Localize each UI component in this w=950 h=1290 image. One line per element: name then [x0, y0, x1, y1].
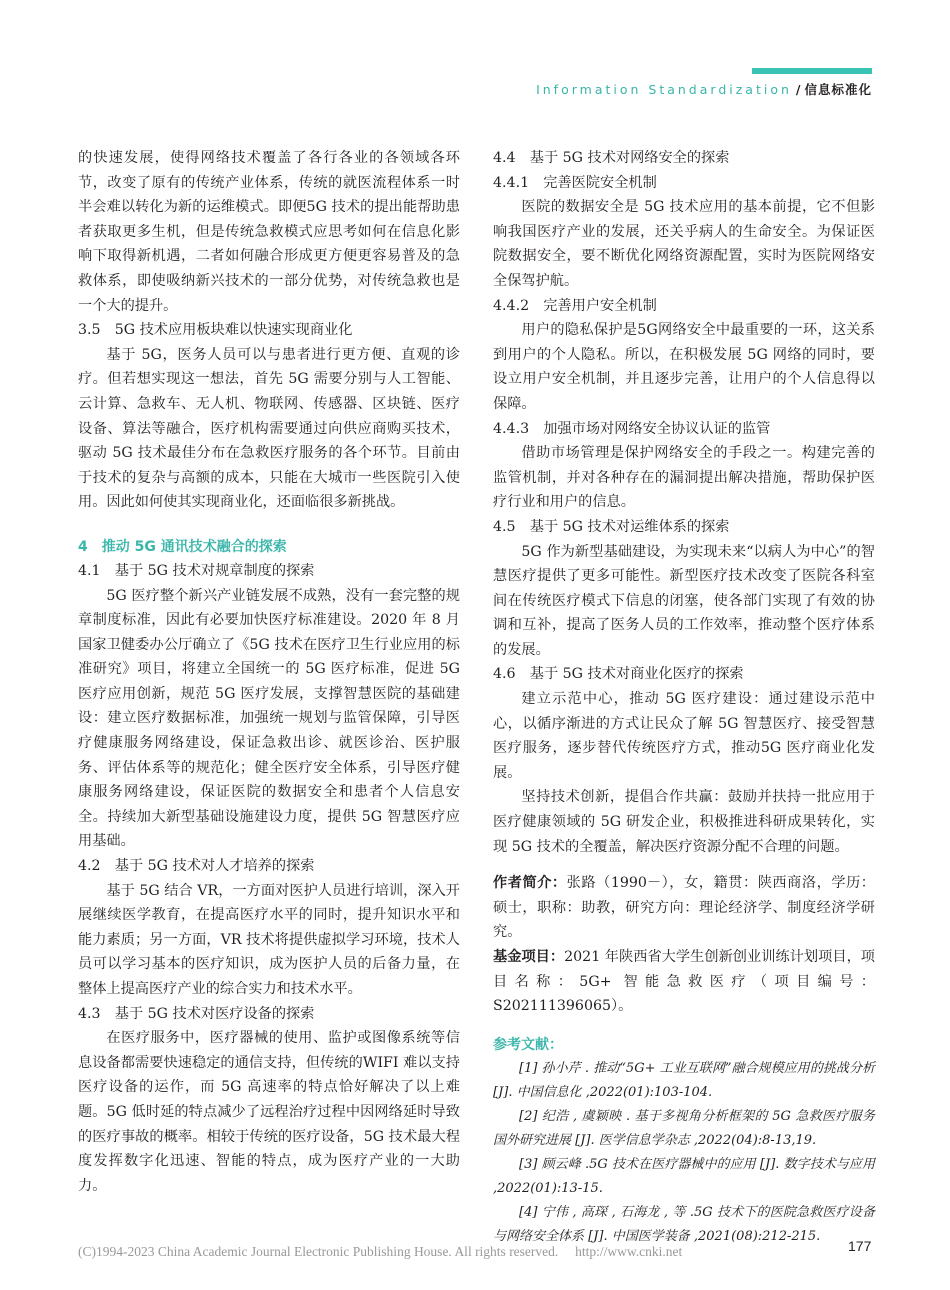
- heading-4-4: 4.4 基于 5G 技术对网络安全的探索: [493, 150, 730, 166]
- heading-4-1: 4.1 基于 5G 技术对规章制度的探索: [78, 562, 315, 579]
- heading-4-3: 4.3 基于 5G 技术对医疗设备的探索: [78, 1005, 315, 1022]
- heading-section-4: 4 推动 5G 通讯技术融合的探索: [78, 538, 287, 555]
- heading-4-4-3: 4.4.3 加强市场对网络安全协议认证的监管: [493, 420, 771, 437]
- fund-text: 2021 年陕西省大学生创新创业训练计划项目，项目名称：5G+ 智能急救医疗（项目编号：S202111396065）。: [493, 949, 875, 1015]
- page-number: 177: [848, 1238, 872, 1254]
- paragraph-4-5: 5G 作为新型基础建设，为实现未来“以病人为中心”的智慧医疗提供了更多可能性。新型医疗技术改变了医院各科室间在传统医疗模式下信息的闭塞，使各部门实现了有效的协调和互补，提高了医务人员的工作效率，推动整个医疗体系的发展。: [493, 543, 875, 658]
- heading-4-2: 4.2 基于 5G 技术对人才培养的探索: [78, 858, 315, 875]
- running-header: [536, 80, 872, 98]
- heading-4-4-1: 4.4.1 完善医院安全机制: [493, 174, 657, 191]
- paragraph-4-4-2: 用户的隐私保护是5G网络安全中最重要的一环，这关系到用户的个人隐私。所以，在积极发展 5G 网络的同时，要设立用户安全机制，并且逐步完善，让用户的个人信息得以保障。: [493, 322, 875, 412]
- paragraph-4-3: 在医疗服务中，医疗器械的使用、监护或图像系统等信息设备都需要快速稳定的通信支持，但传统的WIFI 难以支持医疗设备的运作，而 5G 高速率的特点恰好解决了以上难题。5G 低时延的特点减少了远程治疗过程中因网络延时导致的医疗事故的概率。相较于传统的医疗设备，5G 技术最大程度发挥数字化迅速、智能的特点，成为医疗产业的一大助力。: [78, 1030, 460, 1194]
- paragraph-4-4-1: 医院的数据安全是 5G 技术应用的基本前提，它不但影响我国医疗产业的发展，还关乎病人的生命安全。为保证医院数据安全，要不断优化网络资源配置，实时为医院网络安全保驾护航。: [493, 199, 875, 289]
- reference-item: [3] 顾云峰 .5G 技术在医疗器械中的应用 [J]. 数字技术与应用 ,2022(01):13-15.: [493, 1156, 875, 1196]
- author-label: 作者简介：: [493, 875, 567, 892]
- heading-4-6: 4.6 基于 5G 技术对商业化医疗的探索: [493, 666, 744, 683]
- heading-3-5: 3.5 5G 技术应用板块难以快速实现商业化: [78, 322, 353, 339]
- paragraph-4-6-a: 建立示范中心，推动 5G 医疗建设：通过建设示范中心，以循序渐进的方式让民众了解 5G 智慧医疗、接受智慧医疗服务，逐步替代传统医疗方式，推动5G 医疗商业化发展。: [493, 691, 875, 781]
- right-column: [493, 146, 875, 1249]
- author-info: [493, 871, 875, 945]
- column-name-cn: 信息标准化: [804, 82, 872, 97]
- journal-name-en: Information Standardization: [536, 82, 792, 97]
- reference-item: [1] 孙小芹 . 推动“5G+ 工业互联网”融合规模应用的挑战分析 [J]. 中国信息化 ,2022(01):103-104.: [493, 1060, 875, 1100]
- fund-info: [493, 945, 875, 1019]
- paragraph-4-1: 5G 医疗整个新兴产业链发展不成熟，没有一套完整的规章制度标准，因此有必要加快医疗标准建设。2020 年 8 月国家卫健委办公厅确立了《5G 技术在医疗卫生行业应用的标准研究》项目，将建立全国统一的 5G 医疗标准，促进 5G 医疗应用创新，规范 5G 医疗发展，支撑智慧医院的基础建设：建立医疗数据标准，加强统一规划与监管保障，引导医疗健康服务网络建设，保证急救出诊、就医诊治、医护服务、评估体系等的规范化；健全医疗安全体系，引导医疗健康服务网络建设，保证医院的数据安全和患者个人信息安全。持续加大新型基础设施建设力度，提供 5G 智慧医疗应用基础。: [78, 587, 460, 850]
- paragraph-3-5: 基于 5G，医务人员可以与患者进行更方便、直观的诊疗。但若想实现这一想法，首先 5G 需要分别与人工智能、云计算、急救车、无人机、物联网、传感器、区块链、医疗设备、算法等融合，医疗机构需要通过向供应商购买技术，驱动 5G 技术最佳分布在急救医疗服务的各个环节。目前由于技术的复杂与高额的成本，只能在大城市一些医院引入使用。因此如何使其实现商业化，还面临很多新挑战。: [78, 346, 460, 511]
- paragraph-4-6-b: 坚持技术创新，提倡合作共赢：鼓励并扶持一批应用于医疗健康领域的 5G 研发企业，积极推进科研成果转化，实现 5G 技术的全覆盖，解决医疗资源分配不合理的问题。: [493, 789, 875, 855]
- paragraph-4-4-3: 借助市场管理是保护网络安全的手段之一。构建完善的监管机制，并对各种存在的漏洞提出解决措施，帮助保护医疗行业和用户的信息。: [493, 445, 875, 511]
- author-text: 张路（1990－），女，籍贯：陕西商洛，学历：硕士，职称：助教，研究方向：理论经济学、制度经济学研究。: [493, 875, 875, 941]
- copyright-footer: (C)1994-2023 China Academic Journal Electronic Publishing House. All rights reserved. http://www.cnki.net: [78, 1244, 683, 1259]
- left-column: [78, 146, 460, 1198]
- reference-item: [4] 宁伟 , 高琛 , 石海龙 , 等 .5G 技术下的医院急救医疗设备与网络安全体系 [J]. 中国医学装备 ,2021(08):212-215.: [493, 1204, 875, 1244]
- header-accent-bar: [752, 68, 872, 74]
- heading-4-4-2: 4.4.2 完善用户安全机制: [493, 297, 657, 314]
- references-title: 参考文献：: [493, 1036, 563, 1053]
- paragraph-4-2: 基于 5G 结合 VR，一方面对医护人员进行培训，深入开展继续医学教育，在提高医疗水平的同时，提升知识水平和能力素质；另一方面，VR 技术将提供虚拟学习环境，技术人员可以学习基本的医疗知识，成为医护人员的后备力量，在整体上提高医疗产业的综合实力和技术水平。: [78, 882, 460, 997]
- paragraph-continued: 的快速发展，使得网络技术覆盖了各行各业的各领域各环节，改变了原有的传统产业体系，传统的就医流程体系一时半会难以转化为新的运维模式。即便5G 技术的提出能帮助患者获取更多生机，但是传统急救模式应思考如何在信息化影响下取得新机遇，二者如何融合形成更方便更容易普及的急救体系，即使吸纳新兴技术的一部分优势，对传统急救也是一个大的提升。: [78, 150, 460, 314]
- header-separator: /: [795, 82, 801, 97]
- fund-label: 基金项目：: [493, 949, 565, 965]
- heading-4-5: 4.5 基于 5G 技术对运维体系的探索: [493, 518, 730, 535]
- reference-item: [2] 纪浩 , 虞颖映 . 基于多视角分析框架的 5G 急救医疗服务国外研究进展 [J]. 医学信息学杂志 ,2022(04):8-13,19.: [493, 1108, 875, 1148]
